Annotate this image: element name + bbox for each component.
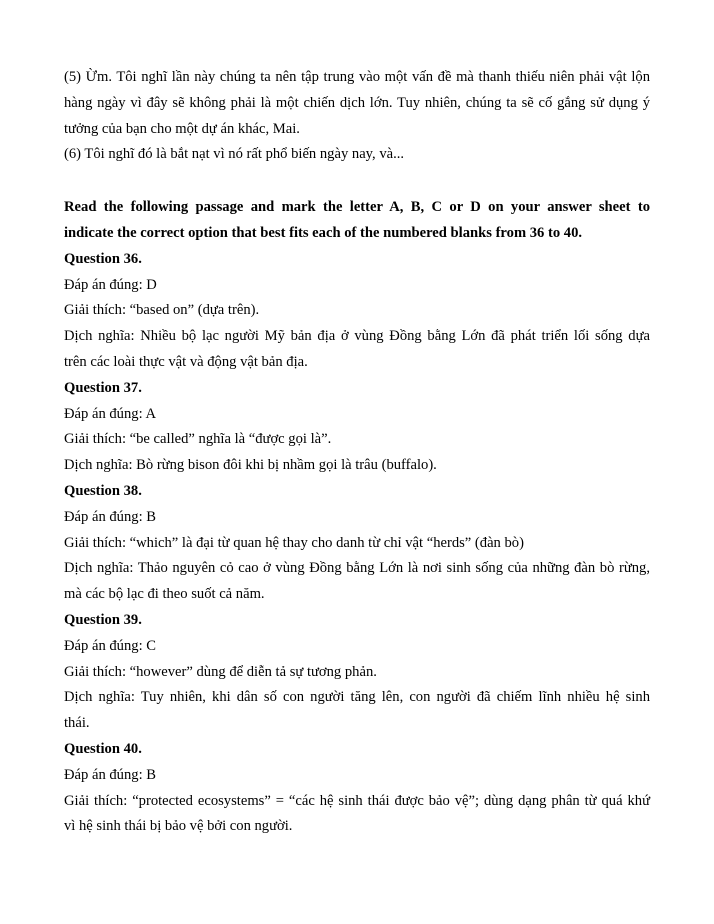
translation-line: Dịch nghĩa: Thảo nguyên cỏ cao ở vùng Đồng bằng Lớn là nơi sinh sống của những đàn bò rừng, <box>64 560 650 577</box>
question-heading: Question 38. <box>64 482 142 499</box>
dialogue-paragraph <box>64 65 650 168</box>
translation-line: Dịch nghĩa: Bò rừng bison đôi khi bị nhầm gọi là trâu (buffalo). <box>64 457 437 474</box>
answer-line: Đáp án đúng: D <box>64 276 157 293</box>
translation-line: mà các bộ lạc đi theo suốt cả năm. <box>64 586 265 603</box>
translation-line: Dịch nghĩa: Tuy nhiên, khi dân số con người tăng lên, con người đã chiếm lĩnh nhiều hệ sinh <box>64 689 650 706</box>
explanation-line: Giải thích: “be called” nghĩa là “được gọi là”. <box>64 431 332 448</box>
question-block-40 <box>64 737 650 840</box>
dialogue-line: (6) Tôi nghĩ đó là bắt nạt vì nó rất phổ biến ngày nay, và... <box>64 146 405 163</box>
answer-line: Đáp án đúng: A <box>64 405 157 422</box>
instruction-line: Read the following passage and mark the letter A, B, C or D on your answer sheet to <box>64 199 650 216</box>
explanation-line: vì hệ sinh thái bị bảo vệ bởi con người. <box>64 818 293 835</box>
explanation-line: Giải thích: “however” dùng để diễn tả sự tương phản. <box>64 663 377 680</box>
instruction-paragraph <box>64 195 650 247</box>
translation-line: thái. <box>64 715 90 732</box>
explanation-line: Giải thích: “protected ecosystems” = “các hệ sinh thái được bảo vệ”; dùng dạng phân từ quá khứ <box>64 792 650 809</box>
question-heading: Question 39. <box>64 611 142 628</box>
answer-line: Đáp án đúng: B <box>64 766 157 783</box>
question-heading: Question 36. <box>64 250 142 267</box>
question-block-38 <box>64 479 650 608</box>
answer-line: Đáp án đúng: B <box>64 508 157 525</box>
explanation-line: Giải thích: “which” là đại từ quan hệ thay cho danh từ chỉ vật “herds” (đàn bò) <box>64 534 524 551</box>
dialogue-line: (5) Ừm. Tôi nghĩ lần này chúng ta nên tập trung vào một vấn đề mà thanh thiếu niên phải vật lộn <box>64 69 650 85</box>
question-block-37 <box>64 376 650 479</box>
answer-line: Đáp án đúng: C <box>64 637 157 654</box>
dialogue-line: hàng ngày vì đây sẽ không phải là một chiến dịch lớn. Tuy nhiên, chúng ta sẽ cố gắng sử dụng ý <box>64 94 650 111</box>
translation-line: Dịch nghĩa: Nhiều bộ lạc người Mỹ bản địa ở vùng Đồng bằng Lớn đã phát triển lối sống dựa <box>64 328 650 345</box>
question-heading: Question 40. <box>64 740 142 757</box>
explanation-line: Giải thích: “based on” (dựa trên). <box>64 302 260 319</box>
dialogue-line: tưởng của bạn cho một dự án khác, Mai. <box>64 120 300 137</box>
question-block-39 <box>64 608 650 737</box>
question-heading: Question 37. <box>64 379 142 396</box>
question-block-36 <box>64 247 650 376</box>
instruction-line: indicate the correct option that best fits each of the numbered blanks from 36 to 40. <box>64 224 583 241</box>
translation-line: trên các loài thực vật và động vật bản địa. <box>64 353 308 370</box>
